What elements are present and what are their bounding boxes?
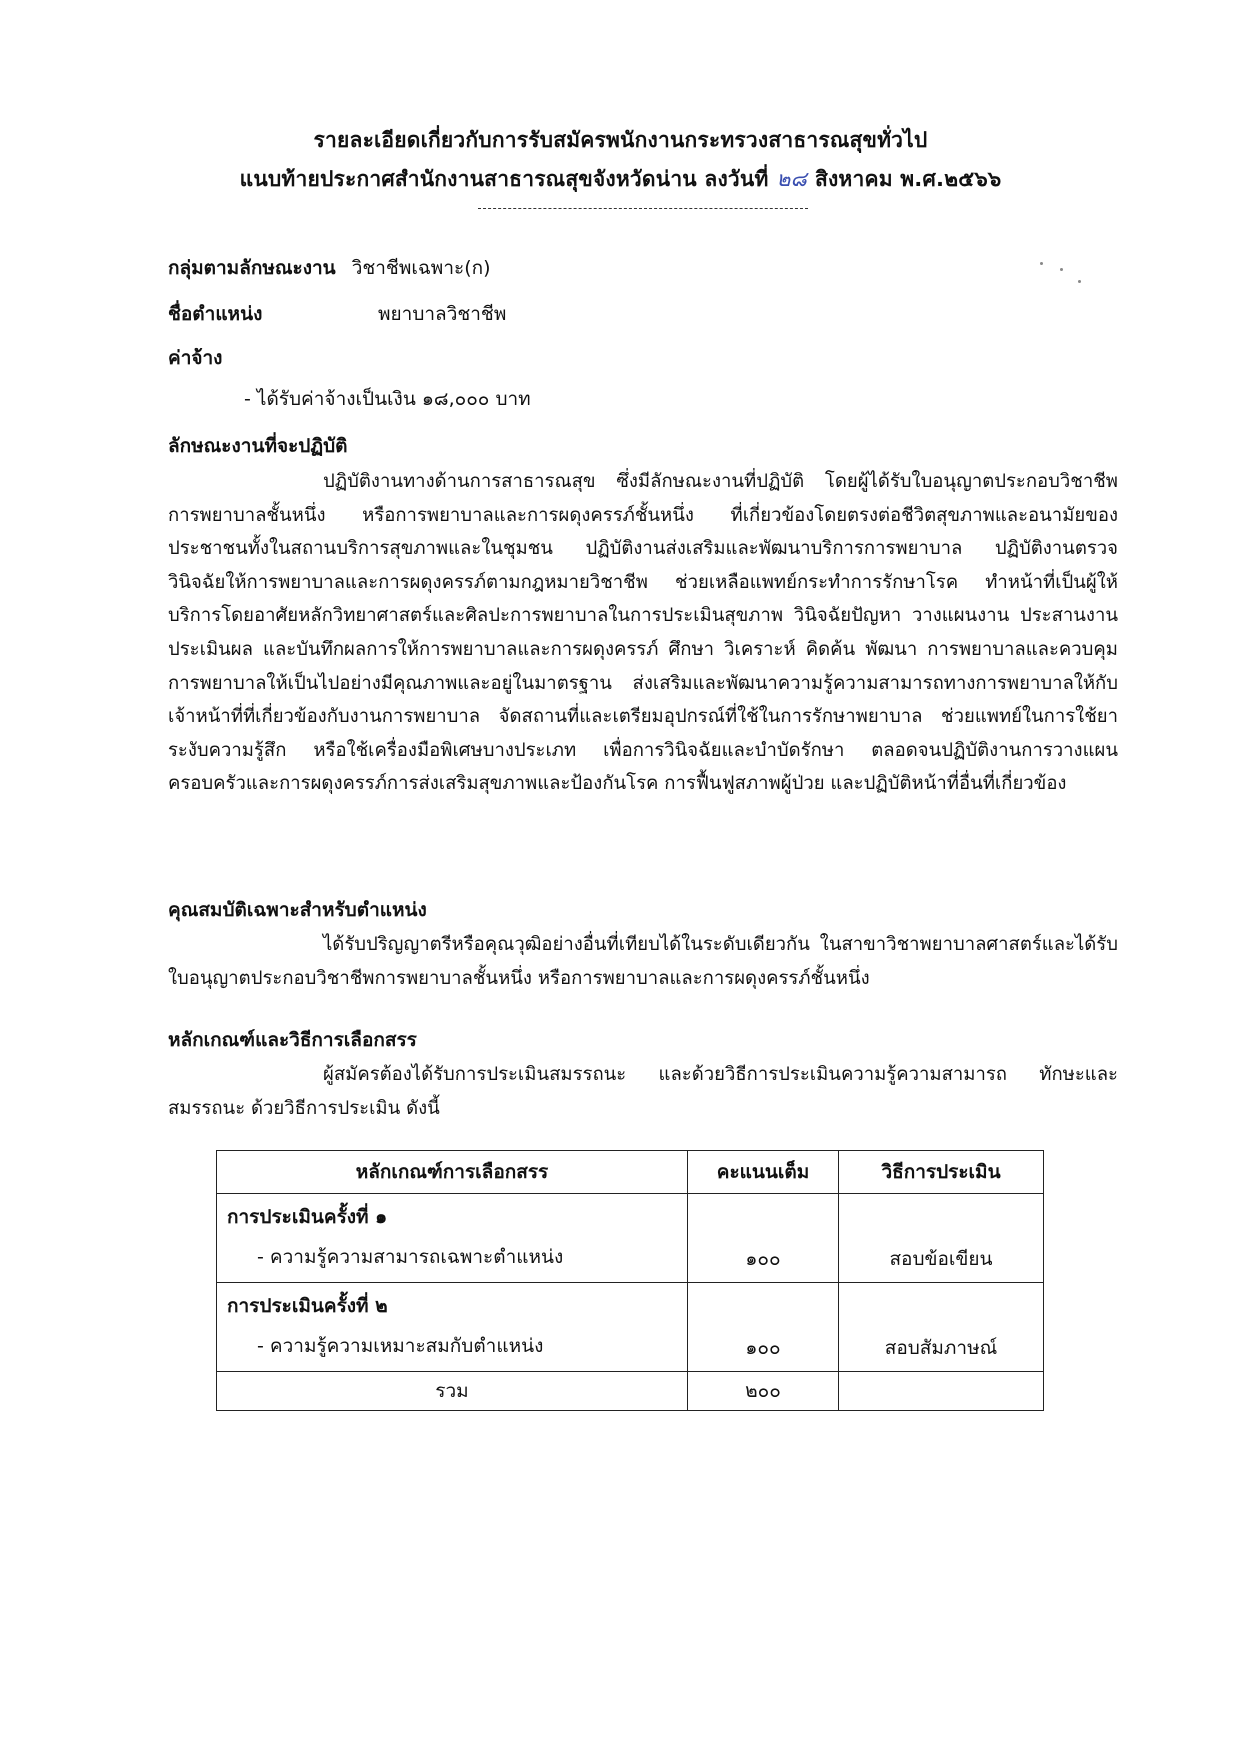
document-subtitle [0,163,1241,196]
qualifications-heading: คุณสมบัติเฉพาะสำหรับตำแหน่ง [168,899,427,921]
selection-paragraph: ผู้สมัครต้องได้รับการประเมินสมรรถนะ และด้วยวิธีการประเมินความรู้ความสามารถ ทักษะและสมรรถนะ ด้วยวิธีการประเมิน ดังนี้ [168,1064,1118,1119]
qualifications-paragraph: ได้รับปริญญาตรีหรือคุณวุฒิอย่างอื่นที่เทียบได้ในระดับเดียวกัน ในสาขาวิชาพยาบาลศาสตร์และได้รับใบอนุญาตประกอบวิชาชีพการพยาบาลชั้นหนึ่ง หรือการพยาบาลและการผดุงครรภ์ชั้นหนึ่ง [168,934,1118,989]
position-value: พยาบาลวิชาชีพ [378,303,507,325]
table-total-row [217,1372,1044,1411]
subtitle-date: สิงหาคม พ.ศ.๒๕๖๖ [814,167,1002,191]
score-cell: ๑๐๐ [688,1194,839,1283]
method-cell: สอบสัมภาษณ์ [839,1283,1044,1372]
round-title: การประเมินครั้งที่ ๒ [227,1295,388,1317]
total-label: รวม [217,1372,688,1411]
table-row [217,1194,1044,1283]
round-item: - ความรู้ความเหมาะสมกับตำแหน่ง [257,1335,544,1357]
scan-speck [1078,280,1081,283]
subtitle-text: แนบท้ายประกาศสำนักงานสาธารณสุขจังหวัดน่าน ลงวันที่ [239,167,769,191]
group-label: กลุ่มตามลักษณะงาน [168,257,336,279]
col-header-criteria: หลักเกณฑ์การเลือกสรร [217,1151,688,1194]
title-divider [478,208,808,209]
col-header-score: คะแนนเต็ม [688,1151,839,1194]
round-title: การประเมินครั้งที่ ๑ [227,1206,388,1228]
position-label: ชื่อตำแหน่ง [168,303,263,325]
position-row [168,299,262,329]
total-empty [839,1372,1044,1411]
wage-heading: ค่าจ้าง [168,347,223,369]
score-cell: ๑๐๐ [688,1283,839,1372]
wage-detail: - ได้รับค่าจ้างเป็นเงิน ๑๘,๐๐๐ บาท [244,388,531,410]
handwritten-day: ๒๘ [776,167,807,191]
document-title: รายละเอียดเกี่ยวกับการรับสมัครพนักงานกระทรวงสาธารณสุขทั่วไป [313,128,928,152]
scan-speck [1040,262,1043,265]
criteria-table [216,1150,1044,1411]
method-cell: สอบข้อเขียน [839,1194,1044,1283]
col-header-method: วิธีการประเมิน [839,1151,1044,1194]
scan-speck [1060,268,1063,271]
total-score: ๒๐๐ [688,1372,839,1411]
round-item: - ความรู้ความสามารถเฉพาะตำแหน่ง [257,1246,564,1268]
round-cell [217,1194,688,1283]
group-value: วิชาชีพเฉพาะ(ก) [351,257,491,279]
selection-heading: หลักเกณฑ์และวิธีการเลือกสรร [168,1029,417,1051]
duties-paragraph: ปฏิบัติงานทางด้านการสาธารณสุข ซึ่งมีลักษณะงานที่ปฏิบัติ โดยผู้ได้รับใบอนุญาตประกอบวิชาชีพการพยาบาลชั้นหนึ่ง หรือการพยาบาลและการผดุงครรภ์ชั้นหนึ่ง ที่เกี่ยวข้องโดยตรงต่อชีวิตสุขภาพและอนามัยของประชาชนทั้งในสถานบริการสุขภาพและในชุมชน ปฏิบัติงานส่งเสริมและพัฒนาบริการการพยาบาล ปฏิบัติงานตรวจวินิจฉัยให้การพยาบาลและการผดุงครรภ์ตามกฎหมายวิชาชีพ ช่วยเหลือแพทย์กระทำการรักษาโรค ทำหน้าที่เป็นผู้ให้บริการโดยอาศัยหลักวิทยาศาสตร์และศิลปะการพยาบาลในการประเมินสุขภาพ วินิจฉัยปัญหา วางแผนงาน ประสานงาน ประเมินผล และบันทึกผลการให้การพยาบาลและการผดุงครรภ์ ศึกษา วิเคราะห์ คิดค้น พัฒนา การพยาบาลและควบคุมการพยาบาลให้เป็นไปอย่างมีคุณภาพและอยู่ในมาตรฐาน ส่งเสริมและพัฒนาความรู้ความสามารถทางการพยาบาลให้กับเจ้าหน้าที่ที่เกี่ยวข้องกับงานการพยาบาล จัดสถานที่และเตรียมอุปกรณ์ที่ใช้ในการรักษาพยาบาล ช่วยแพทย์ในการใช้ยาระงับความรู้สึก หรือใช้เครื่องมือพิเศษบางประเภท เพื่อการวินิจฉัยและบำบัดรักษา ตลอดจนปฏิบัติงานการวางแผนครอบครัวและการผดุงครรภ์การส่งเสริมสุขภาพและป้องกันโรค การฟื้นฟูสภาพผู้ป่วย และปฏิบัติหน้าที่อื่นที่เกี่ยวข้อง [168,471,1118,795]
table-header-row [217,1151,1044,1194]
duties-heading: ลักษณะงานที่จะปฏิบัติ [168,435,348,457]
table-row [217,1283,1044,1372]
round-cell [217,1283,688,1372]
group-row [168,253,491,283]
